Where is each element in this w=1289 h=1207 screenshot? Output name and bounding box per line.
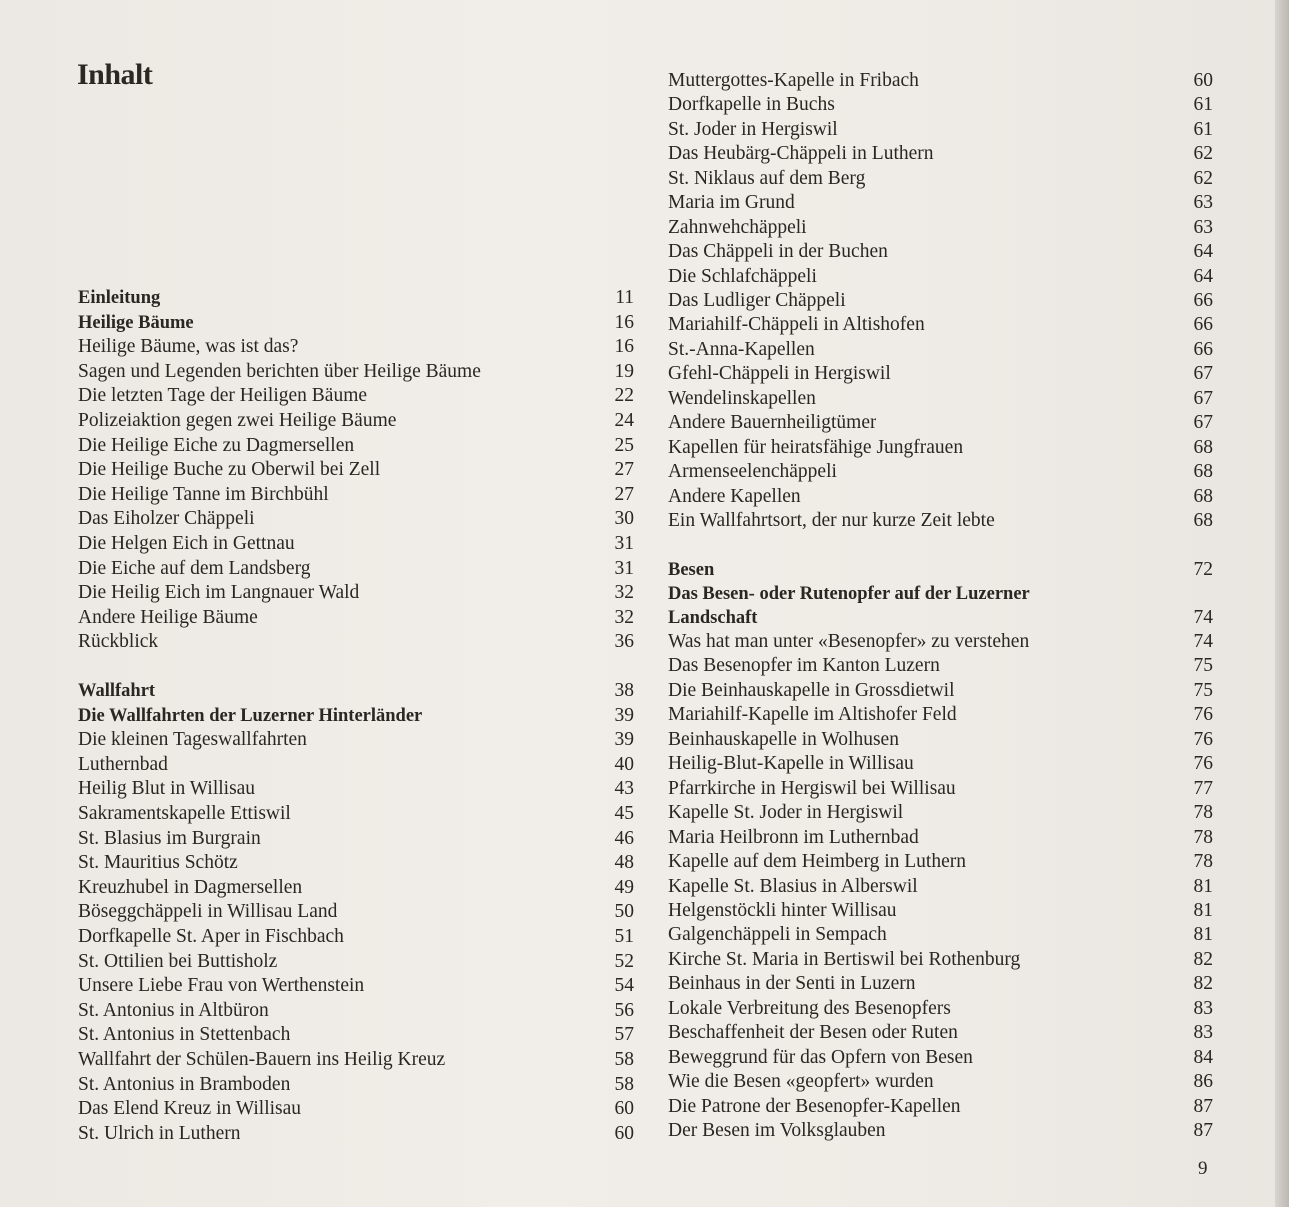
toc-entry-page: 43 <box>614 778 634 799</box>
toc-entry-page: 27 <box>614 484 634 505</box>
toc-entry-page: 60 <box>1193 70 1213 91</box>
toc-entry <box>668 216 1213 240</box>
toc-entry <box>78 777 634 801</box>
toc-entry-page: 68 <box>1193 437 1213 458</box>
toc-entry-page: 31 <box>614 533 634 554</box>
toc-entry-title: Kreuzhubel in Dagmersellen <box>78 877 303 898</box>
toc-entry-title: Ein Wallfahrtsort, der nur kurze Zeit lebte <box>668 510 995 531</box>
toc-entry <box>78 900 634 924</box>
toc-entry-title: Das Ludliger Chäppeli <box>668 290 846 311</box>
toc-entry-title: St. Antonius in Stettenbach <box>78 1024 291 1045</box>
toc-entry <box>668 1070 1213 1094</box>
toc-entry <box>78 851 634 875</box>
toc-entry-title: Pfarrkirche in Hergiswil bei Willisau <box>668 778 956 799</box>
toc-entry-page: 76 <box>1193 729 1213 750</box>
toc-entry-page: 60 <box>614 1123 634 1144</box>
toc-section-heading <box>668 558 1213 582</box>
toc-entry-page: 61 <box>1193 119 1213 140</box>
toc-entry-page: 16 <box>614 336 634 357</box>
toc-entry-page: 87 <box>1193 1096 1213 1117</box>
toc-entry <box>78 458 634 482</box>
toc-section-heading <box>78 286 634 310</box>
toc-entry-title: Einleitung <box>78 288 161 308</box>
toc-entry-title: Dorfkapelle in Buchs <box>668 94 835 115</box>
toc-entry <box>668 411 1213 435</box>
toc-entry-page: 50 <box>614 901 634 922</box>
toc-entry <box>668 1046 1213 1070</box>
toc-entry <box>78 876 634 900</box>
toc-entry-title: St. Antonius in Altbüron <box>78 1000 269 1021</box>
toc-entry-title: Der Besen im Volksglauben <box>668 1120 886 1141</box>
toc-entry-page: 45 <box>614 803 634 824</box>
toc-entry-page: 66 <box>1193 290 1213 311</box>
toc-entry-page: 77 <box>1193 778 1213 799</box>
toc-entry-title: Die Wallfahrten der Luzerner Hinterländer <box>78 706 423 726</box>
toc-entry-page: 39 <box>614 729 634 750</box>
toc-entry <box>78 802 634 826</box>
toc-entry <box>668 752 1213 776</box>
toc-entry <box>78 999 634 1023</box>
toc-entry-title: Mariahilf-Chäppeli in Altishofen <box>668 314 925 335</box>
toc-entry <box>668 972 1213 996</box>
toc-entry <box>668 899 1213 923</box>
toc-entry-title: Beinhauskapelle in Wolhusen <box>668 729 899 750</box>
toc-entry <box>668 387 1213 411</box>
toc-entry-page: 66 <box>1193 339 1213 360</box>
toc-entry-page: 86 <box>1193 1071 1213 1092</box>
toc-entry <box>668 289 1213 313</box>
toc-entry-page: 75 <box>1193 655 1213 676</box>
toc-entry <box>78 409 634 433</box>
toc-entry <box>78 557 634 581</box>
toc-entry <box>668 801 1213 825</box>
toc-entry-page: 67 <box>1193 363 1213 384</box>
toc-entry <box>78 1023 634 1047</box>
toc-entry <box>78 925 634 949</box>
toc-entry-title: Beinhaus in der Senti in Luzern <box>668 973 916 994</box>
toc-entry-title: Die Schlafchäppeli <box>668 266 817 287</box>
toc-entry-title: St. Joder in Hergiswil <box>668 119 838 140</box>
toc-entry-title: Wallfahrt der Schülen-Bauern ins Heilig Kreuz <box>78 1049 446 1070</box>
page-edge <box>1275 0 1289 1207</box>
toc-entry-title: Das Chäppeli in der Buchen <box>668 241 888 262</box>
toc-entry-page: 76 <box>1193 753 1213 774</box>
toc-entry-title: Maria im Grund <box>668 192 795 213</box>
toc-entry-page: 62 <box>1193 143 1213 164</box>
toc-entry-page: 60 <box>614 1098 634 1119</box>
toc-entry <box>668 142 1213 166</box>
toc-entry <box>668 69 1213 93</box>
toc-entry <box>668 923 1213 947</box>
toc-entry-page: 68 <box>1193 486 1213 507</box>
toc-entry-page: 38 <box>614 680 634 701</box>
toc-entry-title: Heilige Bäume <box>78 313 194 333</box>
toc-entry-title: Andere Bauernheiligtümer <box>668 412 877 433</box>
toc-entry <box>668 1119 1213 1143</box>
toc-entry <box>78 630 634 654</box>
toc-entry-title: Das Eiholzer Chäppeli <box>78 508 255 529</box>
toc-entry <box>668 118 1213 142</box>
toc-entry-page: 84 <box>1193 1047 1213 1068</box>
toc-entry-page: 19 <box>614 361 634 382</box>
toc-entry-title: Wendelinskapellen <box>668 388 816 409</box>
toc-entry-page: 24 <box>614 410 634 431</box>
toc-entry-title: Dorfkapelle St. Aper in Fischbach <box>78 926 344 947</box>
toc-entry-title: St. Ottilien bei Buttisholz <box>78 951 278 972</box>
toc-entry-title: St. Niklaus auf dem Berg <box>668 168 866 189</box>
toc-entry-page: 48 <box>614 852 634 873</box>
toc-entry <box>668 777 1213 801</box>
toc-entry-page: 81 <box>1193 876 1213 897</box>
toc-entry-page: 63 <box>1193 192 1213 213</box>
toc-entry-page: 83 <box>1193 998 1213 1019</box>
toc-entry-title: Die Heilig Eich im Langnauer Wald <box>78 582 360 603</box>
toc-entry-title: Gfehl-Chäppeli in Hergiswil <box>668 363 891 384</box>
toc-entry-title: Die Heilige Buche zu Oberwil bei Zell <box>78 459 381 480</box>
toc-entry-title: Unsere Liebe Frau von Werthenstein <box>78 975 365 996</box>
toc-entry-page: 32 <box>614 582 634 603</box>
toc-entry-page: 74 <box>1193 607 1213 628</box>
toc-entry-title: Die Heilige Tanne im Birchbühl <box>78 484 329 505</box>
toc-entry-title: St. Blasius im Burgrain <box>78 828 261 849</box>
toc-entry <box>78 950 634 974</box>
toc-entry <box>78 384 634 408</box>
toc-entry <box>668 362 1213 386</box>
toc-entry-page: 67 <box>1193 388 1213 409</box>
toc-entry <box>668 728 1213 752</box>
toc-entry-page: 51 <box>614 926 634 947</box>
toc-entry <box>78 606 634 630</box>
toc-entry <box>668 313 1213 337</box>
toc-entry-title: Wallfahrt <box>78 681 156 701</box>
toc-entry-page: 81 <box>1193 900 1213 921</box>
toc-entry-title: Das Heubärg-Chäppeli in Luthern <box>668 143 934 164</box>
toc-entry-page: 81 <box>1193 924 1213 945</box>
toc-entry-page: 82 <box>1193 949 1213 970</box>
toc-entry-title: Armenseelenchäppeli <box>668 461 837 482</box>
toc-entry-page: 11 <box>615 287 634 308</box>
toc-entry-page: 31 <box>614 558 634 579</box>
toc-entry-title: Rückblick <box>78 631 159 652</box>
toc-entry <box>78 360 634 384</box>
toc-entry <box>668 436 1213 460</box>
toc-entry <box>668 167 1213 191</box>
toc-entry-title: Kapelle St. Blasius in Alberswil <box>668 876 918 897</box>
toc-entry-title: Kapelle St. Joder in Hergiswil <box>668 802 904 823</box>
toc-entry <box>668 265 1213 289</box>
toc-entry-title: Lokale Verbreitung des Besenopfers <box>668 998 951 1019</box>
toc-entry <box>668 191 1213 215</box>
toc-entry-page: 87 <box>1193 1120 1213 1141</box>
toc-entry-title: Die Eiche auf dem Landsberg <box>78 558 311 579</box>
toc-entry <box>668 826 1213 850</box>
toc-entry <box>668 485 1213 509</box>
toc-entry-title: Polizeiaktion gegen zwei Heilige Bäume <box>78 410 397 431</box>
toc-entry <box>78 1097 634 1121</box>
toc-entry-page: 64 <box>1193 241 1213 262</box>
toc-entry <box>78 507 634 531</box>
toc-entry-title: St. Mauritius Schötz <box>78 852 238 873</box>
toc-entry <box>78 1122 634 1146</box>
toc-entry-title: Helgenstöckli hinter Willisau <box>668 900 897 921</box>
toc-entry-title: Die kleinen Tageswallfahrten <box>78 729 307 750</box>
toc-entry <box>668 997 1213 1021</box>
page-title: Inhalt <box>77 58 153 91</box>
toc-entry-page: 68 <box>1193 510 1213 531</box>
toc-entry-page: 25 <box>614 435 634 456</box>
toc-entry <box>668 1021 1213 1045</box>
toc-entry-page: 39 <box>614 705 634 726</box>
toc-entry-title: Zahnwehchäppeli <box>668 217 807 238</box>
toc-entry-title: St. Ulrich in Luthern <box>78 1123 241 1144</box>
toc-entry-title: Muttergottes-Kapelle in Fribach <box>668 70 919 91</box>
toc-entry <box>668 240 1213 264</box>
toc-entry-title: Heilig Blut in Willisau <box>78 778 256 799</box>
toc-entry-title: Beschaffenheit der Besen oder Ruten <box>668 1022 958 1043</box>
toc-entry-title: Mariahilf-Kapelle im Altishofer Feld <box>668 704 957 725</box>
toc-entry-title: Andere Heilige Bäume <box>78 607 258 628</box>
toc-entry-page: 56 <box>614 1000 634 1021</box>
toc-section-heading <box>78 704 634 728</box>
toc-entry-page: 57 <box>614 1024 634 1045</box>
toc-entry-page: 78 <box>1193 802 1213 823</box>
toc-entry-title: St. Antonius in Bramboden <box>78 1074 291 1095</box>
toc-entry-page: 40 <box>614 754 634 775</box>
toc-entry-title: St.-Anna-Kapellen <box>668 339 815 360</box>
toc-entry <box>78 974 634 998</box>
toc-entry-title: Heilig-Blut-Kapelle in Willisau <box>668 753 914 774</box>
toc-entry <box>668 509 1213 533</box>
toc-entry-page: 63 <box>1193 217 1213 238</box>
toc-entry <box>668 630 1213 654</box>
toc-section-heading <box>78 311 634 335</box>
toc-entry-page: 67 <box>1193 412 1213 433</box>
toc-entry-title: Luthernbad <box>78 754 168 775</box>
toc-entry <box>78 483 634 507</box>
page-number: 9 <box>1198 1158 1208 1179</box>
toc-entry-title: Maria Heilbronn im Luthernbad <box>668 827 919 848</box>
toc-entry <box>78 827 634 851</box>
toc-entry-title: Kapellen für heiratsfähige Jungfrauen <box>668 437 964 458</box>
toc-entry-title: Das Besenopfer im Kanton Luzern <box>668 655 940 676</box>
toc-entry-title: Die Beinhauskapelle in Grossdietwil <box>668 680 955 701</box>
toc-entry <box>78 1073 634 1097</box>
toc-entry-page: 58 <box>614 1049 634 1070</box>
toc-entry-title: Die Helgen Eich in Gettnau <box>78 533 295 554</box>
toc-entry-title: Galgenchäppeli in Sempach <box>668 924 887 945</box>
toc-entry <box>668 679 1213 703</box>
toc-entry-page: 78 <box>1193 851 1213 872</box>
toc-entry-page: 46 <box>614 828 634 849</box>
toc-entry-title: Die Heilige Eiche zu Dagmersellen <box>78 435 355 456</box>
toc-entry-title: Beweggrund für das Opfern von Besen <box>668 1047 973 1068</box>
toc-entry-title: Sakramentskapelle Ettiswil <box>78 803 291 824</box>
toc-entry-title: Besen <box>668 560 715 580</box>
toc-entry-page: 27 <box>614 459 634 480</box>
toc-entry <box>78 434 634 458</box>
toc-entry-title: Andere Kapellen <box>668 486 801 507</box>
toc-entry <box>78 1048 634 1072</box>
toc-entry-title: Böseggchäppeli in Willisau Land <box>78 901 338 922</box>
toc-section-heading <box>78 679 634 703</box>
toc-entry-page: 66 <box>1193 314 1213 335</box>
toc-entry-page: 58 <box>614 1074 634 1095</box>
toc-entry-title: Wie die Besen «geopfert» wurden <box>668 1071 934 1092</box>
toc-entry-page: 30 <box>614 508 634 529</box>
toc-entry-page: 72 <box>1193 559 1213 580</box>
toc-entry <box>668 875 1213 899</box>
toc-entry-title: Sagen und Legenden berichten über Heilige Bäume <box>78 361 481 382</box>
toc-entry-title: Heilige Bäume, was ist das? <box>78 336 299 357</box>
toc-entry-page: 32 <box>614 607 634 628</box>
toc-entry-page: 74 <box>1193 631 1213 652</box>
toc-entry-page: 78 <box>1193 827 1213 848</box>
toc-entry <box>668 654 1213 678</box>
toc-entry <box>668 338 1213 362</box>
toc-section-heading <box>668 582 1213 630</box>
toc-entry-page: 76 <box>1193 704 1213 725</box>
toc-entry-page: 64 <box>1193 266 1213 287</box>
toc-entry <box>78 335 634 359</box>
toc-entry-page: 83 <box>1193 1022 1213 1043</box>
toc-entry-title: Kirche St. Maria in Bertiswil bei Rothenburg <box>668 949 1021 970</box>
toc-entry-title: Die letzten Tage der Heiligen Bäume <box>78 385 368 406</box>
toc-entry-title: Was hat man unter «Besenopfer» zu verstehen <box>668 631 1030 652</box>
toc-entry-page: 54 <box>614 975 634 996</box>
toc-entry <box>668 460 1213 484</box>
toc-entry-page: 62 <box>1193 168 1213 189</box>
toc-entry <box>668 1095 1213 1119</box>
toc-entry-page: 68 <box>1193 461 1213 482</box>
toc-entry <box>78 532 634 556</box>
toc-entry-title: Das Besen- oder Rutenopfer auf der Luzerner Landschaft <box>668 584 1030 628</box>
toc-entry <box>668 703 1213 727</box>
toc-entry <box>668 93 1213 117</box>
toc-entry-page: 49 <box>614 877 634 898</box>
toc-entry-page: 22 <box>614 385 634 406</box>
toc-entry-title: Das Elend Kreuz in Willisau <box>78 1098 302 1119</box>
toc-entry-page: 61 <box>1193 94 1213 115</box>
toc-entry <box>668 850 1213 874</box>
toc-entry <box>78 581 634 605</box>
toc-entry-page: 82 <box>1193 973 1213 994</box>
toc-entry <box>668 948 1213 972</box>
toc-entry-page: 52 <box>614 951 634 972</box>
toc-entry-page: 75 <box>1193 680 1213 701</box>
toc-entry-title: Die Patrone der Besenopfer-Kapellen <box>668 1096 961 1117</box>
toc-entry-page: 16 <box>614 312 634 333</box>
toc-entry <box>78 753 634 777</box>
toc-entry-title: Kapelle auf dem Heimberg in Luthern <box>668 851 966 872</box>
toc-entry <box>78 728 634 752</box>
toc-entry-page: 36 <box>614 631 634 652</box>
